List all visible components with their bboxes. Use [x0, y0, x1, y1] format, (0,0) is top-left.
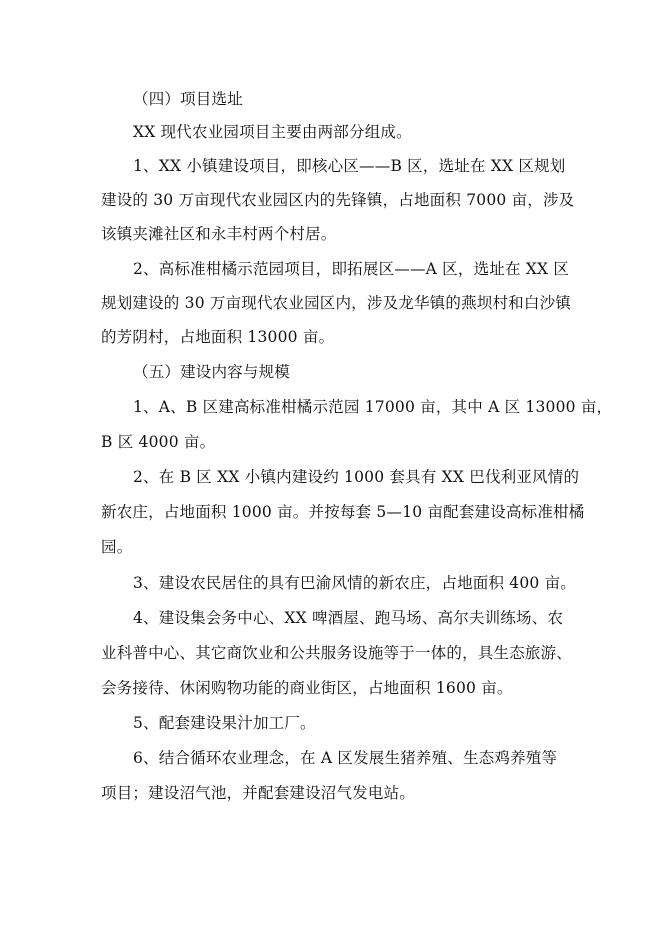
section-4-heading: （四）项目选址 [133, 90, 243, 108]
section-4-item-1-line-3: 该镇夹滩社区和永丰村两个村居。 [101, 225, 337, 243]
section-5-item-3-line-1: 3、建设农民居住的具有巴渝风情的新农庄，占地面积 400 亩。 [133, 574, 577, 592]
section-5-item-6-line-1: 6、结合循环农业理念，在 A 区发展生猪养殖、生态鸡养殖等 [133, 749, 558, 767]
section-5-item-1-line-1: 1、A、B 区建高标准柑橘示范园 17000 亩，其中 A 区 13000 亩， [133, 398, 613, 416]
section-5-item-4-line-2: 业科普中心、其它商饮业和公共服务设施等于一体的，具生态旅游、 [101, 644, 573, 662]
section-5-item-5-line-1: 5、配套建设果汁加工厂。 [133, 714, 316, 732]
section-5-item-1-line-2: B 区 4000 亩。 [101, 433, 216, 451]
section-5-item-4-line-1: 4、建设集会务中心、XX 啤酒屋、跑马场、高尔夫训练场、农 [133, 609, 564, 627]
section-5-item-6-line-2: 项目；建设沼气池，并配套建设沼气发电站。 [101, 784, 416, 802]
section-4-item-2-line-1: 2、高标准柑橘示范园项目，即拓展区——A 区，选址在 XX 区 [133, 260, 570, 278]
section-4-item-1-line-1: 1、XX 小镇建设项目，即核心区——B 区，选址在 XX 区规划 [133, 157, 566, 175]
section-5-item-2-line-2: 新农庄，占地面积 1000 亩。并按每套 5—10 亩配套建设高标准柑橘 [101, 503, 585, 521]
section-5-heading: （五）建设内容与规模 [133, 363, 291, 381]
section-4-item-2-line-3: 的芳阴村，占地面积 13000 亩。 [101, 328, 335, 346]
section-4-item-1-line-2: 建设的 30 万亩现代农业园区内的先锋镇，占地面积 7000 亩，涉及 [101, 191, 575, 209]
section-5-item-2-line-3: 园。 [101, 538, 133, 556]
section-5-item-2-line-1: 2、在 B 区 XX 小镇内建设约 1000 套具有 XX 巴伐利亚风情的 [133, 468, 580, 486]
section-4-item-2-line-2: 规划建设的 30 万亩现代农业园区内，涉及龙华镇的燕坝村和白沙镇 [101, 294, 571, 312]
section-5-item-4-line-3: 会务接待、休闲购物功能的商业街区，占地面积 1600 亩。 [101, 679, 513, 697]
section-4-intro: XX 现代农业园项目主要由两部分组成。 [133, 123, 412, 141]
